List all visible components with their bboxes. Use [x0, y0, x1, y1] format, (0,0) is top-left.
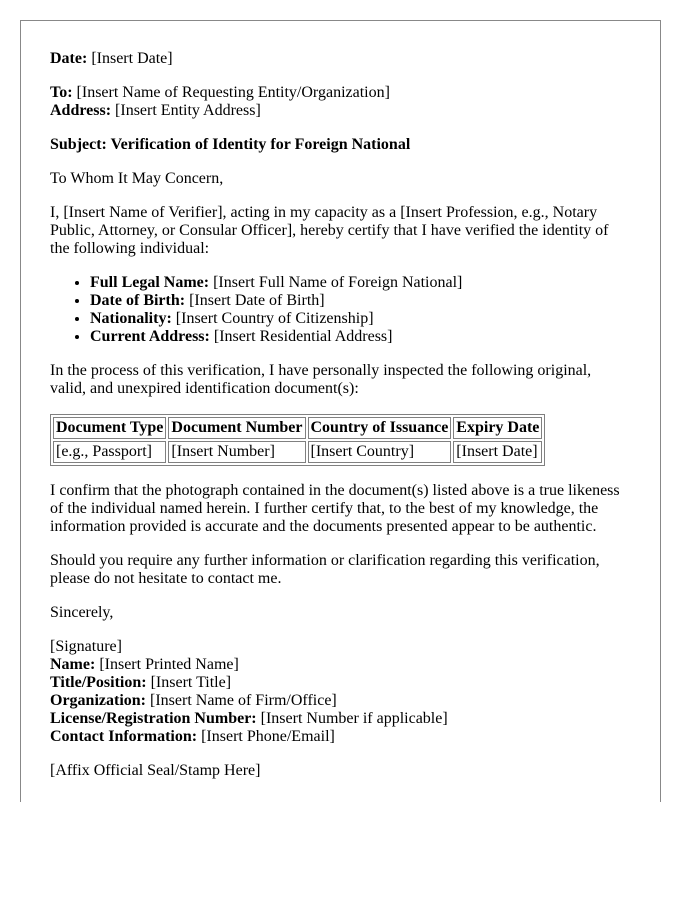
detail-label: Full Legal Name: [90, 274, 210, 291]
column-header: Expiry Date [453, 417, 542, 439]
inspection-paragraph: In the process of this verification, I have personally inspected the following original, valid, and unexpired identification document(s): [50, 362, 592, 397]
field-value: [Insert Title] [146, 674, 232, 691]
detail-label: Date of Birth: [90, 292, 186, 309]
list-item [90, 274, 631, 292]
detail-value: [Insert Residential Address] [209, 328, 393, 345]
signature-placeholder: [Signature] [50, 638, 122, 655]
list-item [90, 310, 631, 328]
recipient-block [50, 84, 631, 120]
signature-field [50, 728, 631, 746]
signature-field [50, 656, 631, 674]
field-label: Name: [50, 656, 96, 673]
address-label: Address: [50, 102, 112, 119]
detail-label: Current Address: [90, 328, 210, 345]
signature-field [50, 710, 631, 728]
column-header: Document Number [168, 417, 305, 439]
field-label: Organization: [50, 692, 146, 709]
to-value: [Insert Name of Requesting Entity/Organization] [72, 84, 390, 101]
table-cell: [e.g., Passport] [53, 441, 166, 463]
column-header: Document Type [53, 417, 166, 439]
closing: Sincerely, [50, 604, 114, 621]
field-value: [Insert Number if applicable] [256, 710, 448, 727]
detail-value: [Insert Date of Birth] [185, 292, 325, 309]
table-cell: [Insert Number] [168, 441, 305, 463]
field-value: [Insert Printed Name] [95, 656, 239, 673]
table-header-row [53, 417, 542, 439]
table-row [53, 441, 542, 463]
detail-value: [Insert Country of Citizenship] [171, 310, 374, 327]
signature-field [50, 674, 631, 692]
column-header: Country of Issuance [308, 417, 452, 439]
documents-table [50, 414, 545, 466]
confirmation-paragraph: I confirm that the photograph contained in the document(s) listed above is a true likeness of the individual named herein. I further certify that, to the best of my knowledge, the information provided is accurate and the documents presented appear to be authentic. [50, 482, 620, 535]
intro-paragraph: I, [Insert Name of Verifier], acting in my capacity as a [Insert Profession, e.g., Notary Public, Attorney, or Consular Officer], hereby certify that I have verified the identity of the following individual: [50, 204, 609, 257]
address-value: [Insert Entity Address] [111, 102, 261, 119]
field-value: [Insert Phone/Email] [197, 728, 335, 745]
list-item [90, 328, 631, 346]
individual-details-list [50, 274, 631, 346]
signature-block [50, 638, 631, 746]
to-label: To: [50, 84, 73, 101]
field-label: License/Registration Number: [50, 710, 257, 727]
signature-field [50, 692, 631, 710]
letter-page [20, 20, 661, 802]
table-cell: [Insert Country] [308, 441, 452, 463]
date-value: [Insert Date] [87, 50, 173, 67]
seal-placeholder: [Affix Official Seal/Stamp Here] [50, 762, 261, 779]
field-label: Contact Information: [50, 728, 198, 745]
detail-value: [Insert Full Name of Foreign National] [209, 274, 463, 291]
date-label: Date: [50, 50, 88, 67]
contact-paragraph: Should you require any further information or clarification regarding this verification, please do not hesitate to contact me. [50, 552, 600, 587]
subject-line [50, 136, 631, 154]
table-cell: [Insert Date] [453, 441, 542, 463]
list-item [90, 292, 631, 310]
date-line [50, 50, 631, 68]
field-label: Title/Position: [50, 674, 147, 691]
detail-label: Nationality: [90, 310, 172, 327]
salutation: To Whom It May Concern, [50, 170, 224, 187]
subject-text: Subject: Verification of Identity for Foreign National [50, 136, 411, 153]
field-value: [Insert Name of Firm/Office] [146, 692, 337, 709]
